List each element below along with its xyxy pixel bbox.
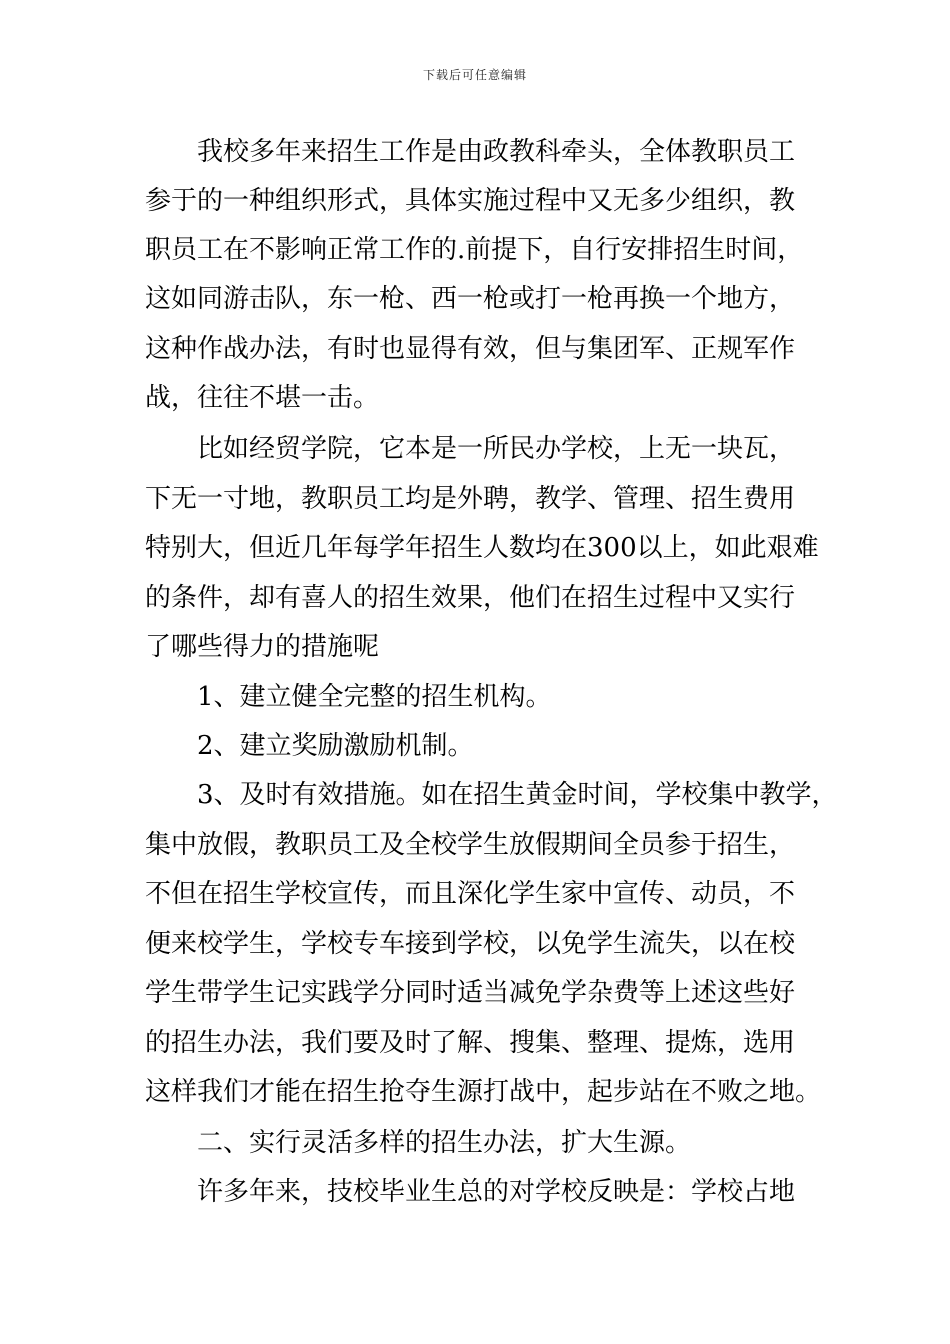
text-line: 这如同游击队，东一枪、西一枪或打一枪再换一个地方， (145, 284, 796, 314)
text-line: 特别大，但近几年每学年招生人数均在300以上，如此艰难 (145, 533, 819, 563)
page-header: 下载后可任意编辑 (422, 68, 527, 82)
text-line: 便来校学生，学校专车接到学校，以免学生流失，以在校 (145, 929, 796, 959)
text-line: 二、实行灵活多样的招生办法，扩大生源。 (197, 1128, 692, 1158)
text-line: 这种作战办法，有时也显得有效，但与集团军、正规军作 (145, 334, 796, 364)
text-line: 不但在招生学校宣传，而且深化学生家中宣传、动员，不 (145, 879, 796, 909)
text-line: 1、建立健全完整的招生机构。 (197, 682, 552, 712)
text-line: 下无一寸地，教职员工均是外聘，教学、管理、招生费用 (145, 484, 796, 514)
text-line: 了哪些得力的措施呢 (145, 632, 380, 662)
text-line: 战，往往不堪一击。 (145, 383, 380, 413)
text-line: 学生带学生记实践学分同时适当减免学杂费等上述这些好 (145, 978, 796, 1008)
text-line: 这样我们才能在招生抢夺生源打战中，起步站在不败之地。 (145, 1077, 822, 1107)
text-line: 许多年来，技校毕业生总的对学校反映是：学校占地 (197, 1177, 796, 1207)
text-line: 职员工在不影响正常工作的.前提下，自行安排招生时间， (145, 235, 804, 265)
text-line: 的招生办法，我们要及时了解、搜集、整理、提炼，选用 (145, 1028, 796, 1058)
text-line: 集中放假，教职员工及全校学生放假期间全员参于招生， (145, 830, 796, 860)
text-line: 2、建立奖励激励机制。 (197, 731, 474, 761)
text-line: 的条件，却有喜人的招生效果，他们在招生过程中又实行 (145, 583, 796, 613)
text-line: 比如经贸学院，它本是一所民办学校，上无一块瓦， (197, 434, 796, 464)
text-line: 3、及时有效措施。如在招生黄金时间，学校集中教学， (197, 780, 838, 810)
text-line: 我校多年来招生工作是由政教科牵头，全体教职员工 (197, 137, 796, 167)
text-line: 参于的一种组织形式，具体实施过程中又无多少组织，教 (145, 186, 796, 216)
